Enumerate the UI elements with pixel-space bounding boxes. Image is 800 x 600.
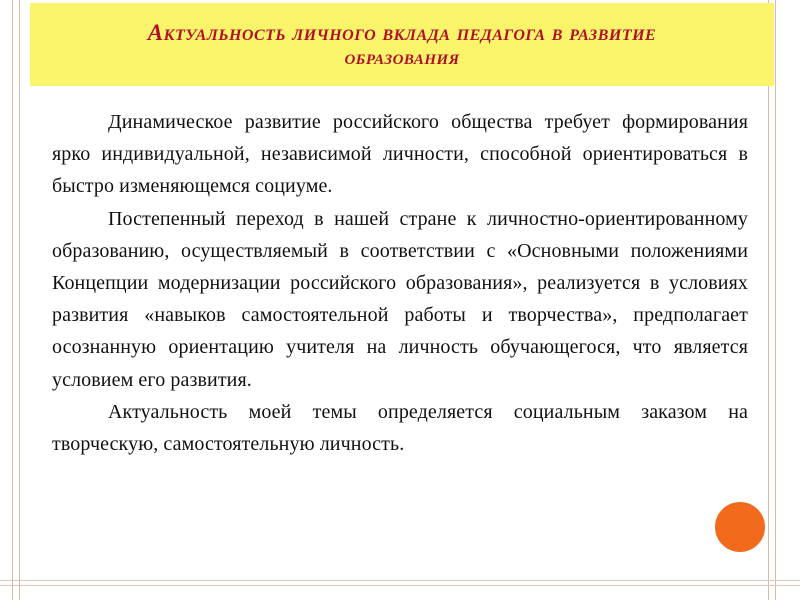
paragraph-2: Постепенный переход в нашей стране к личностно-ориентированному образованию, осуществляемый в соответствии с «Основными положениями Концепции модернизации российского образования», реализуется в условиях развития «навыков самостоятельной работы и творчества», предполагает осознанную ориентацию учителя на личность обучающегося, что является условием его развития. xyxy=(52,207,748,391)
decorative-frame-right xyxy=(768,0,776,600)
paragraph-1: Динамическое развитие российского общества требует формирования ярко индивидуальной, независимой личности, способной ориентироваться в быстро изменяющемся социуме. xyxy=(52,111,748,198)
decorative-circle xyxy=(712,499,768,555)
slide-body-text xyxy=(52,106,748,460)
paragraph-3: Актуальность моей темы определяется социальным заказом на творческую, самостоятельную личность. xyxy=(52,400,748,456)
decorative-frame-bottom xyxy=(0,580,800,586)
title-banner xyxy=(30,3,774,86)
decorative-frame-left xyxy=(12,0,20,600)
slide-title-line-2: образования xyxy=(344,44,460,69)
slide-title-line-1: Актуальность личного вклада педагога в развитие xyxy=(147,20,657,46)
